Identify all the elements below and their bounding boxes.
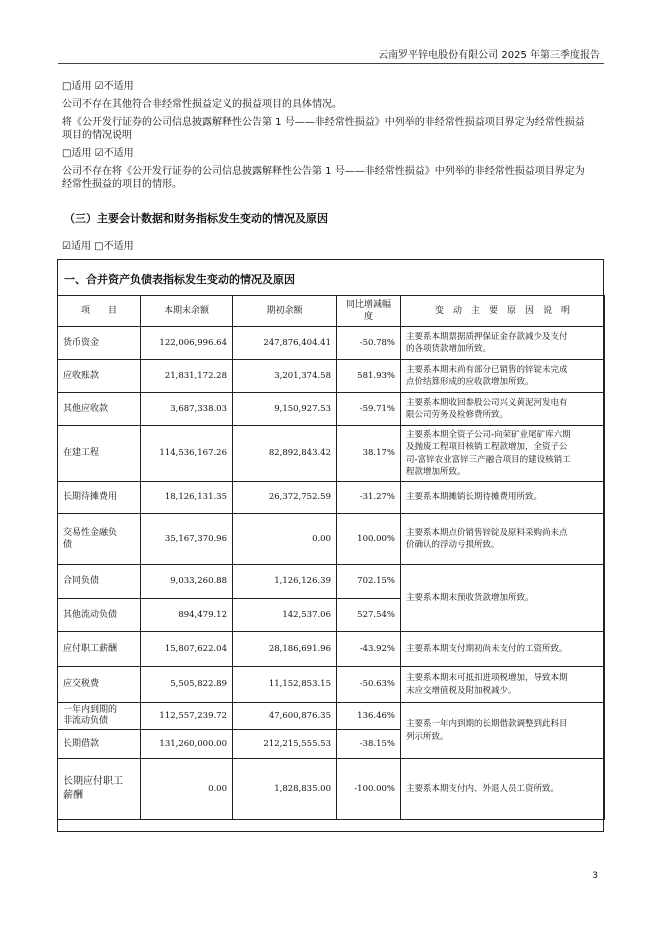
table-row: 应交税费 5,505,822.89 11,152,853.15 -50.63% 主要系本期末可抵扣进项税增加，导致本期 末应交增值税及附加税减少。 [58, 667, 605, 703]
table-row: 合同负债 9,033,260.88 1,126,126.39 702.15% 主要系本期末预收货款增加所致。 [58, 565, 605, 599]
col-reason: 变 动 主 要 原 因 说 明 [401, 296, 605, 327]
table-row: 在建工程 114,536,167.26 82,892,843.42 38.17% 主要系本期全资子公司-向荣矿业尾矿库六期 及抛废工程项目核销工程款增加，全资子公 司-富锌农业富锌三产融合项目的建设核销工 程款增加所致。 [58, 426, 605, 482]
table-row: 应收账款 21,831,172.28 3,201,374.58 581.93% 主要系本期末尚有部分已销售的锌锭未完成 点价结算形成的应收款增加所致。 [58, 360, 605, 393]
balance-sheet-table [57, 295, 605, 820]
table-row: 长期待摊费用 18,126,131.35 26,372,752.59 -31.27% 主要系本期摊销长期待摊费用所致。 [58, 482, 605, 514]
col-change: 同比增减幅 度 [337, 296, 401, 327]
checkbox-status-1: □适用 ☑不适用 [62, 81, 134, 92]
report-title: 云南罗平锌电股份有限公司 2025 年第三季度报告 [378, 50, 600, 61]
paragraph-reclass-line-1: 公司不存在将《公开发行证券的公司信息披露解释性公告第 1 号——非经常性损益》中列举的非经常性损益项目界定为 [62, 166, 585, 177]
paragraph-heading-line-2: 项目的情况说明 [62, 130, 132, 141]
table-title: 一、合并资产负债表指标发生变动的情况及原因 [64, 273, 295, 286]
table-row: 长期应付职工 薪酬 0.00 1,828,835.00 -100.00% 主要系本期支付内、外退人员工资所致。 [58, 759, 605, 820]
table-header-row [58, 296, 605, 327]
header-divider [58, 63, 604, 64]
checkbox-status-2: □适用 ☑不适用 [62, 148, 134, 159]
table-row: 其他流动负债 894,479.12 142,537.06 527.54% [58, 599, 605, 632]
table-row: 货币资金 122,006,996.64 247,876,404.41 -50.78% 主要系本期票据质押保证金存款减少及支付 的各项货款增加所致。 [58, 327, 605, 360]
section-title: （三）主要会计数据和财务指标发生变动的情况及原因 [64, 212, 328, 225]
table-row: 其他应收款 3,687,338.03 9,150,927.53 -59.71% 主要系本期收回参股公司兴义黄泥河发电有 限公司劳务及检修费所致。 [58, 393, 605, 426]
balance-sheet-box [57, 259, 604, 832]
col-item: 项 目 [58, 296, 141, 327]
table-row: 长期借款 131,260,000.00 212,215,555.53 -38.15% [58, 730, 605, 759]
checkbox-status-3: ☑适用 □不适用 [62, 241, 134, 252]
paragraph-reclass-line-2: 经常性损益的项目的情形。 [62, 179, 182, 190]
table-row: 一年内到期的 非流动负债 112,557,239.72 47,600,876.35 136.46% 主要系一年内到期的长期借款调整到此科目 列示所致。 [58, 703, 605, 730]
col-begin-balance: 期初余额 [233, 296, 337, 327]
col-end-balance: 本期末余额 [141, 296, 233, 327]
paragraph-heading-line-1: 将《公开发行证券的公司信息披露解释性公告第 1 号——非经常性损益》中列举的非经常性损益项目界定为经常性损益 [62, 117, 585, 128]
table-row: 交易性金融负 债 35,167,370.96 0.00 100.00% 主要系本期点价销售锌锭及原料采购尚未点 价确认的浮动亏损所致。 [58, 514, 605, 565]
paragraph-other-items: 公司不存在其他符合非经常性损益定义的损益项目的具体情况。 [62, 99, 342, 110]
page-number: 3 [592, 871, 598, 881]
table-row: 应付职工薪酬 15,807,622.04 28,186,691.96 -43.92% 主要系本期支付期初尚未支付的工资所致。 [58, 632, 605, 667]
